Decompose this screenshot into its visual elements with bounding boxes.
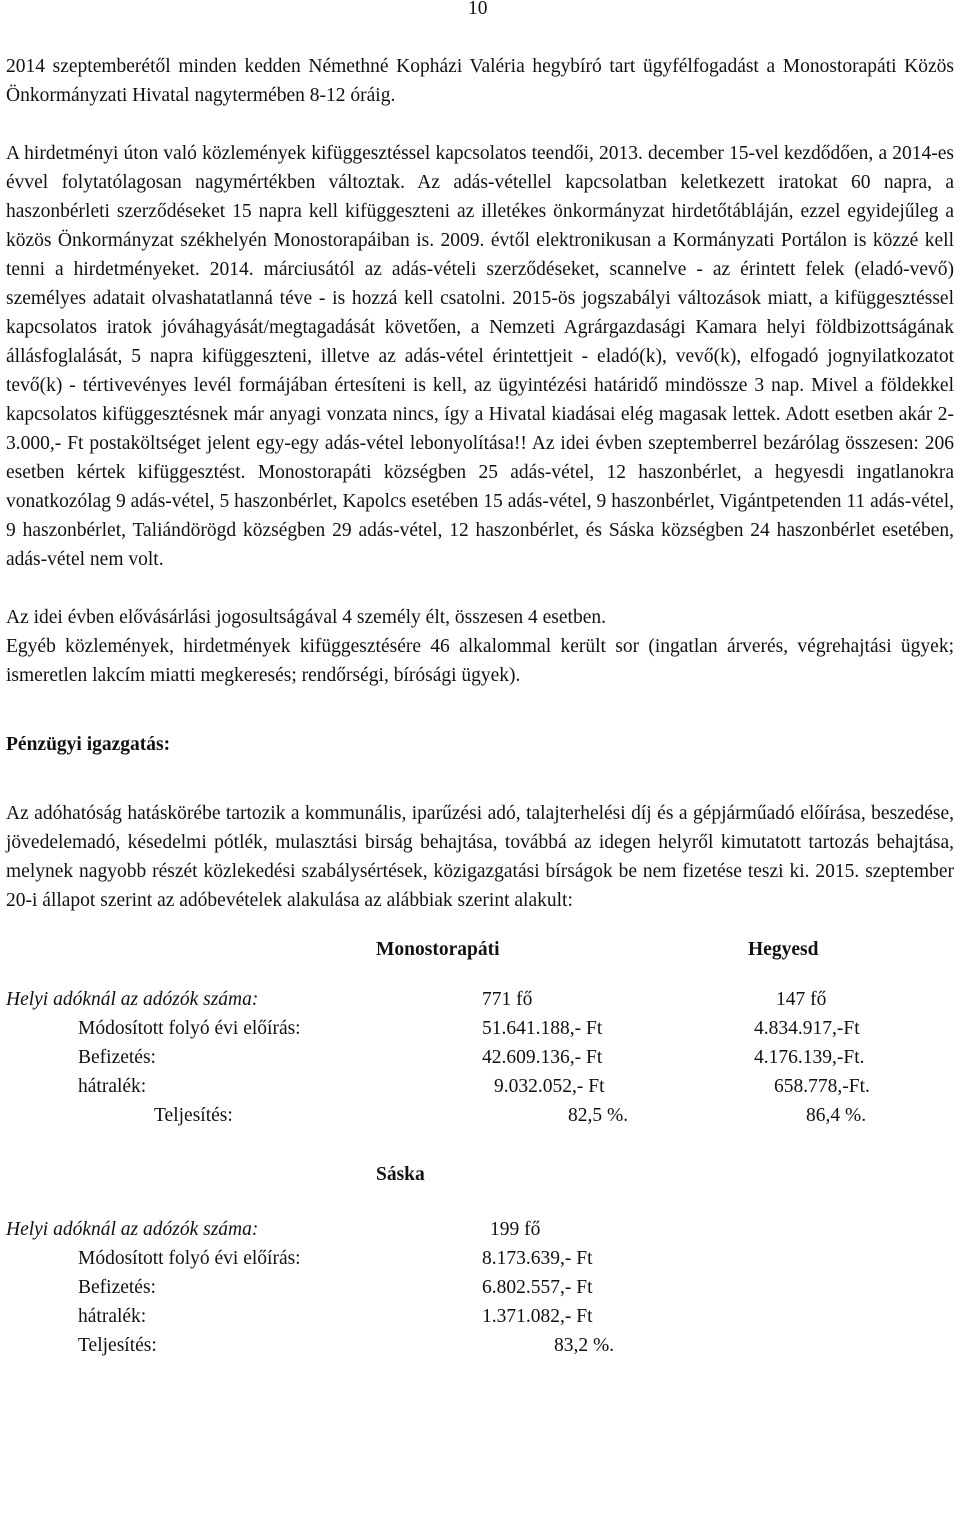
row-label-befizetes-saska: Befizetés: [78, 1277, 156, 1298]
value-saska-teljesites: 83,2 %. [554, 1335, 615, 1356]
tax-table-saska [6, 1160, 954, 1360]
value-hegyesd-teljesites: 86,4 %. [806, 1105, 867, 1126]
row-label-eloiras: Módosított folyó évi előírás: [78, 1018, 301, 1039]
column-header-monostorapati: Monostorapáti [376, 939, 500, 960]
value-monostorapati-adozok: 771 fő [482, 989, 533, 1010]
paragraph-adohatosag: Az adóhatóság hatáskörébe tartozik a kommunális, iparűzési adó, talajterhelési díj és a gépjárműadó előírása, beszedése, jövedelemadó, késedelmi pótlék, mulasztási birság behajtása, továbbá az idegen helyről kimutatott tartozás behajtása, melynek nagyobb részét közlekedési szabálysértések, közigazgatási bírságok be nem fizetése teszi ki. 2015. szeptember 20-i állapot szerint az adóbevételek alakulása az alábbiak szerint alakult: [6, 803, 954, 911]
row-label-adozok-szama: Helyi adóknál az adózók száma: [6, 989, 259, 1010]
value-saska-hatralek: 1.371.082,- Ft [482, 1306, 593, 1327]
value-saska-adozok: 199 fő [490, 1219, 541, 1240]
row-label-eloiras-saska: Módosított folyó évi előírás: [78, 1248, 301, 1269]
document-body [6, 52, 954, 1360]
value-monostorapati-teljesites: 82,5 %. [568, 1105, 629, 1126]
value-hegyesd-hatralek: 658.778,-Ft. [774, 1076, 870, 1097]
paragraph-hirdetmenyek: A hirdetményi úton való közlemények kifüggesztéssel kapcsolatos teendői, 2013. december 15-vel kezdődően, a 2014-es évvel folytatólagosan nagymértékben változtak. Az adás-vétellel kapcsolatban keletkezett iratokat 60 napra, a haszonbérleti szerződéseket 15 napra kell kifüggeszteni az illetékes önkormányzat hirdetőtábláján, ezzel egyidejűleg a közös Önkormányzat székhelyén Monostorapáiban is. 2009. évtől elektronikusan a Kormányzati Portálon is közzé kell tenni a hirdetményeket. 2014. márciusától az adás-vételi szerződéseket, scannelve - az érintett felek (eladó-vevő) személyes adatait olvashatatlanná téve - is hozzá kell csatolni. 2015-ös jogszabályi változások miatt, a kifüggesztéssel kapcsolatos iratok jóváhagyását/megtagadását követően, a Nemzeti Agrárgazdasági Kamara helyi földbizottságának állásfoglalását, 5 napra kifüggeszteni, illetve az adás-vétel érintettjeit - eladó(k), vevő(k), elfogadó jognyilatkozatot tevő(k) - tértivevényes levél formájában értesíteni is kell, az ügyintézési határidő mindössze 3 nap. Mivel a földekkel kapcsolatos kifüggesztésnek már anyagi vonzata nincs, így a Hivatal kiadásai elég magasak lettek. Adott esetben akár 2-3.000,- Ft postaköltséget jelent egy-egy adás-vétel lebonyolítása!! Az idei évben szeptemberrel bezárólag összesen: 206 esetben kértek kifüggesztést. Monostorapáti községben 25 adás-vétel, 12 haszonbérlet, a hegyesdi ingatlanokra vonatkozólag 9 adás-vétel, 5 haszonbérlet, Kapolcs esetében 15 adás-vétel, 9 haszonbérlet, Vigántpetenden 11 adás-vétel, 9 haszonbérlet, Taliándörögd községben 29 adás-vétel, 12 haszonbérlet, és Sáska községben 24 haszonbérlet esetében, adás-vétel nem volt. [6, 143, 954, 570]
value-monostorapati-befizetes: 42.609.136,- Ft [482, 1047, 603, 1068]
value-saska-eloiras: 8.173.639,- Ft [482, 1248, 593, 1269]
value-hegyesd-befizetes: 4.176.139,-Ft. [754, 1047, 865, 1068]
value-monostorapati-hatralek: 9.032.052,- Ft [494, 1076, 605, 1097]
section-heading-penzugy: Pénzügyi igazgatás: [6, 734, 171, 755]
value-monostorapati-eloiras: 51.641.188,- Ft [482, 1018, 603, 1039]
row-label-teljesites: Teljesítés: [154, 1105, 233, 1126]
value-hegyesd-eloiras: 4.834.917,-Ft [754, 1018, 860, 1039]
row-label-adozok-szama-saska: Helyi adóknál az adózók száma: [6, 1219, 259, 1240]
row-label-hatralek: hátralék: [78, 1076, 147, 1097]
paragraph-elovasarlas: Az idei évben elővásárlási jogosultságával 4 személy élt, összesen 4 esetben. [6, 607, 606, 628]
value-saska-befizetes: 6.802.557,- Ft [482, 1277, 593, 1298]
row-label-hatralek-saska: hátralék: [78, 1306, 147, 1327]
paragraph-hegybiro: 2014 szeptemberétől minden kedden Némethné Kopházi Valéria hegybíró tart ügyfélfogadást a Monostorapáti Közös Önkormányzati Hivatal nagytermében 8-12 óráig. [6, 56, 954, 106]
column-header-hegyesd: Hegyesd [748, 939, 819, 960]
page-number: 10 [468, 0, 488, 19]
row-label-befizetes: Befizetés: [78, 1047, 156, 1068]
paragraph-egyeb-kozlemenyek: Egyéb közlemények, hirdetmények kifüggesztésére 46 alkalommal került sor (ingatlan árverés, végrehajtási ügyek; ismeretlen lakcím miatti megkeresés; rendőrségi, bírósági ügyek). [6, 636, 954, 686]
column-header-saska: Sáska [376, 1164, 425, 1185]
tax-table-monostorapati-hegyesd [6, 935, 954, 1135]
value-hegyesd-adozok: 147 fő [776, 989, 827, 1010]
row-label-teljesites-saska: Teljesítés: [78, 1335, 157, 1356]
